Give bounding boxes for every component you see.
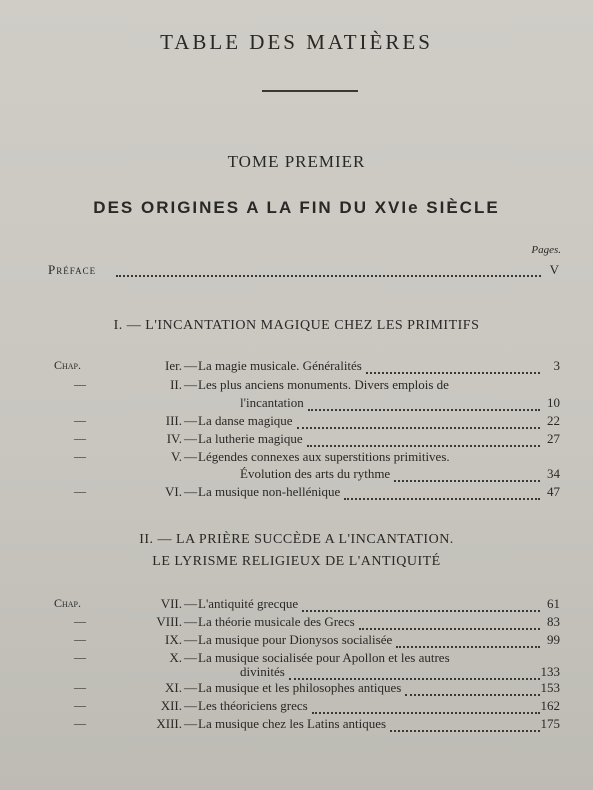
toc-row xyxy=(0,449,593,467)
chapter-marker: — xyxy=(74,614,86,628)
leader-dots xyxy=(312,702,540,714)
chapter-page-number: 3 xyxy=(553,358,560,373)
chapter-page-number: 99 xyxy=(547,632,560,647)
chapter-number: IV. xyxy=(166,431,182,446)
leader-dots xyxy=(405,684,540,696)
chapter-dash: — xyxy=(184,632,197,647)
chapter-dash: — xyxy=(184,449,197,464)
toc-row-continuation xyxy=(0,395,593,413)
leader-dots xyxy=(297,417,540,429)
chapter-number: XIII. xyxy=(156,716,182,731)
chapter-number: III. xyxy=(165,413,182,428)
chapter-page-number: 10 xyxy=(547,395,560,410)
chapter-title: La musique chez les Latins antiques xyxy=(198,716,387,731)
chapter-page-number: 133 xyxy=(540,664,560,679)
preface-page-number: V xyxy=(549,262,559,277)
chapter-title: Les plus anciens monuments. Divers emplois de xyxy=(198,377,449,392)
chapter-number: IX. xyxy=(165,632,182,647)
chapter-dash: — xyxy=(184,596,197,611)
chapter-title: La musique non-hellénique xyxy=(198,484,341,499)
chapter-dash: — xyxy=(184,413,197,428)
chapter-page-number: 162 xyxy=(540,698,560,713)
chapter-title: La magie musicale. Généralités xyxy=(198,358,362,373)
section-2-title-line-1: II. — LA PRIÈRE SUCCÈDE A L'INCANTATION. xyxy=(139,532,454,547)
leader-dots xyxy=(289,668,540,680)
chapter-title-continuation: Évolution des arts du rythme xyxy=(240,466,391,481)
pages-column-header: Pages. xyxy=(531,244,561,256)
chapter-number: X. xyxy=(169,650,182,665)
chapter-number: V. xyxy=(171,449,182,464)
leader-dots xyxy=(390,720,540,732)
chapter-title-continuation: divinités xyxy=(240,664,285,679)
chapter-number: XII. xyxy=(160,698,182,713)
toc-row xyxy=(0,431,593,449)
toc-row xyxy=(0,413,593,431)
chapter-number: XI. xyxy=(165,680,182,695)
toc-row-continuation xyxy=(0,466,593,484)
chapter-number: VII. xyxy=(160,596,182,611)
toc-row xyxy=(0,614,593,632)
chapter-marker: Chap. xyxy=(54,596,82,610)
chapter-page-number: 175 xyxy=(540,716,560,731)
preface-label: Préface xyxy=(48,262,97,277)
chapter-dash: — xyxy=(184,358,197,373)
chapter-page-number: 22 xyxy=(547,413,560,428)
chapter-title: La musique et les philosophes antiques xyxy=(198,680,402,695)
chapter-marker: — xyxy=(74,698,86,712)
section-1-title: I. — L'INCANTATION MAGIQUE CHEZ LES PRIMITIFS xyxy=(113,318,480,333)
leader-dots xyxy=(396,636,540,648)
chapter-marker: — xyxy=(74,413,86,427)
title-rule xyxy=(262,90,358,92)
chapter-marker: — xyxy=(74,484,86,498)
chapter-page-number: 61 xyxy=(547,596,560,611)
preface-leader-dots xyxy=(116,266,541,277)
tome-heading: TOME PREMIER xyxy=(227,152,366,171)
chapter-page-number: 153 xyxy=(540,680,560,695)
chapter-title: La musique socialisée pour Apollon et les autres xyxy=(198,650,450,665)
chapter-dash: — xyxy=(184,650,197,665)
toc-row xyxy=(0,596,593,614)
chapter-title: Légendes connexes aux superstitions primitives. xyxy=(198,449,450,464)
chapter-title: Les théoriciens grecs xyxy=(198,698,308,713)
chapter-marker: — xyxy=(74,632,86,646)
chapter-number: VIII. xyxy=(156,614,182,629)
leader-dots xyxy=(308,399,540,411)
chapter-title: La musique pour Dionysos socialisée xyxy=(198,632,393,647)
section-2-title-line-2: LE LYRISME RELIGIEUX DE L'ANTIQUITÉ xyxy=(152,554,441,569)
chapter-marker: — xyxy=(74,431,86,445)
chapter-dash: — xyxy=(184,431,197,446)
chapter-marker: Chap. xyxy=(54,358,82,372)
toc-row xyxy=(0,716,593,734)
toc-row xyxy=(0,377,593,395)
chapter-marker: — xyxy=(74,650,86,664)
chapter-marker: — xyxy=(74,449,86,463)
toc-row xyxy=(0,632,593,650)
chapter-number: VI. xyxy=(165,484,182,499)
chapter-dash: — xyxy=(184,680,197,695)
leader-dots xyxy=(366,362,540,374)
chapter-title: L'antiquité grecque xyxy=(198,596,299,611)
tome-subtitle: DES ORIGINES A LA FIN DU XVIe SIÈCLE xyxy=(93,198,500,217)
chapter-page-number: 27 xyxy=(547,431,560,446)
page-title: TABLE DES MATIÈRES xyxy=(160,30,433,54)
leader-dots xyxy=(307,435,540,447)
chapter-page-number: 47 xyxy=(547,484,560,499)
chapter-dash: — xyxy=(184,614,197,629)
chapter-marker: — xyxy=(74,716,86,730)
chapter-marker: — xyxy=(74,680,86,694)
chapter-title: La danse magique xyxy=(198,413,293,428)
toc-row xyxy=(0,680,593,698)
chapter-number: Ier. xyxy=(165,358,182,373)
chapter-page-number: 34 xyxy=(547,466,560,481)
leader-dots xyxy=(394,470,540,482)
toc-row xyxy=(0,698,593,716)
leader-dots xyxy=(359,618,540,630)
chapter-title: La lutherie magique xyxy=(198,431,303,446)
chapter-title-continuation: l'incantation xyxy=(240,395,304,410)
chapter-page-number: 83 xyxy=(547,614,560,629)
chapter-dash: — xyxy=(184,377,197,392)
leader-dots xyxy=(344,488,540,500)
chapter-number: II. xyxy=(170,377,182,392)
chapter-dash: — xyxy=(184,698,197,713)
chapter-title: La théorie musicale des Grecs xyxy=(198,614,355,629)
chapter-dash: — xyxy=(184,484,197,499)
leader-dots xyxy=(302,600,540,612)
toc-row xyxy=(0,484,593,502)
chapter-dash: — xyxy=(184,716,197,731)
chapter-marker: — xyxy=(74,377,86,391)
toc-row xyxy=(0,358,593,376)
